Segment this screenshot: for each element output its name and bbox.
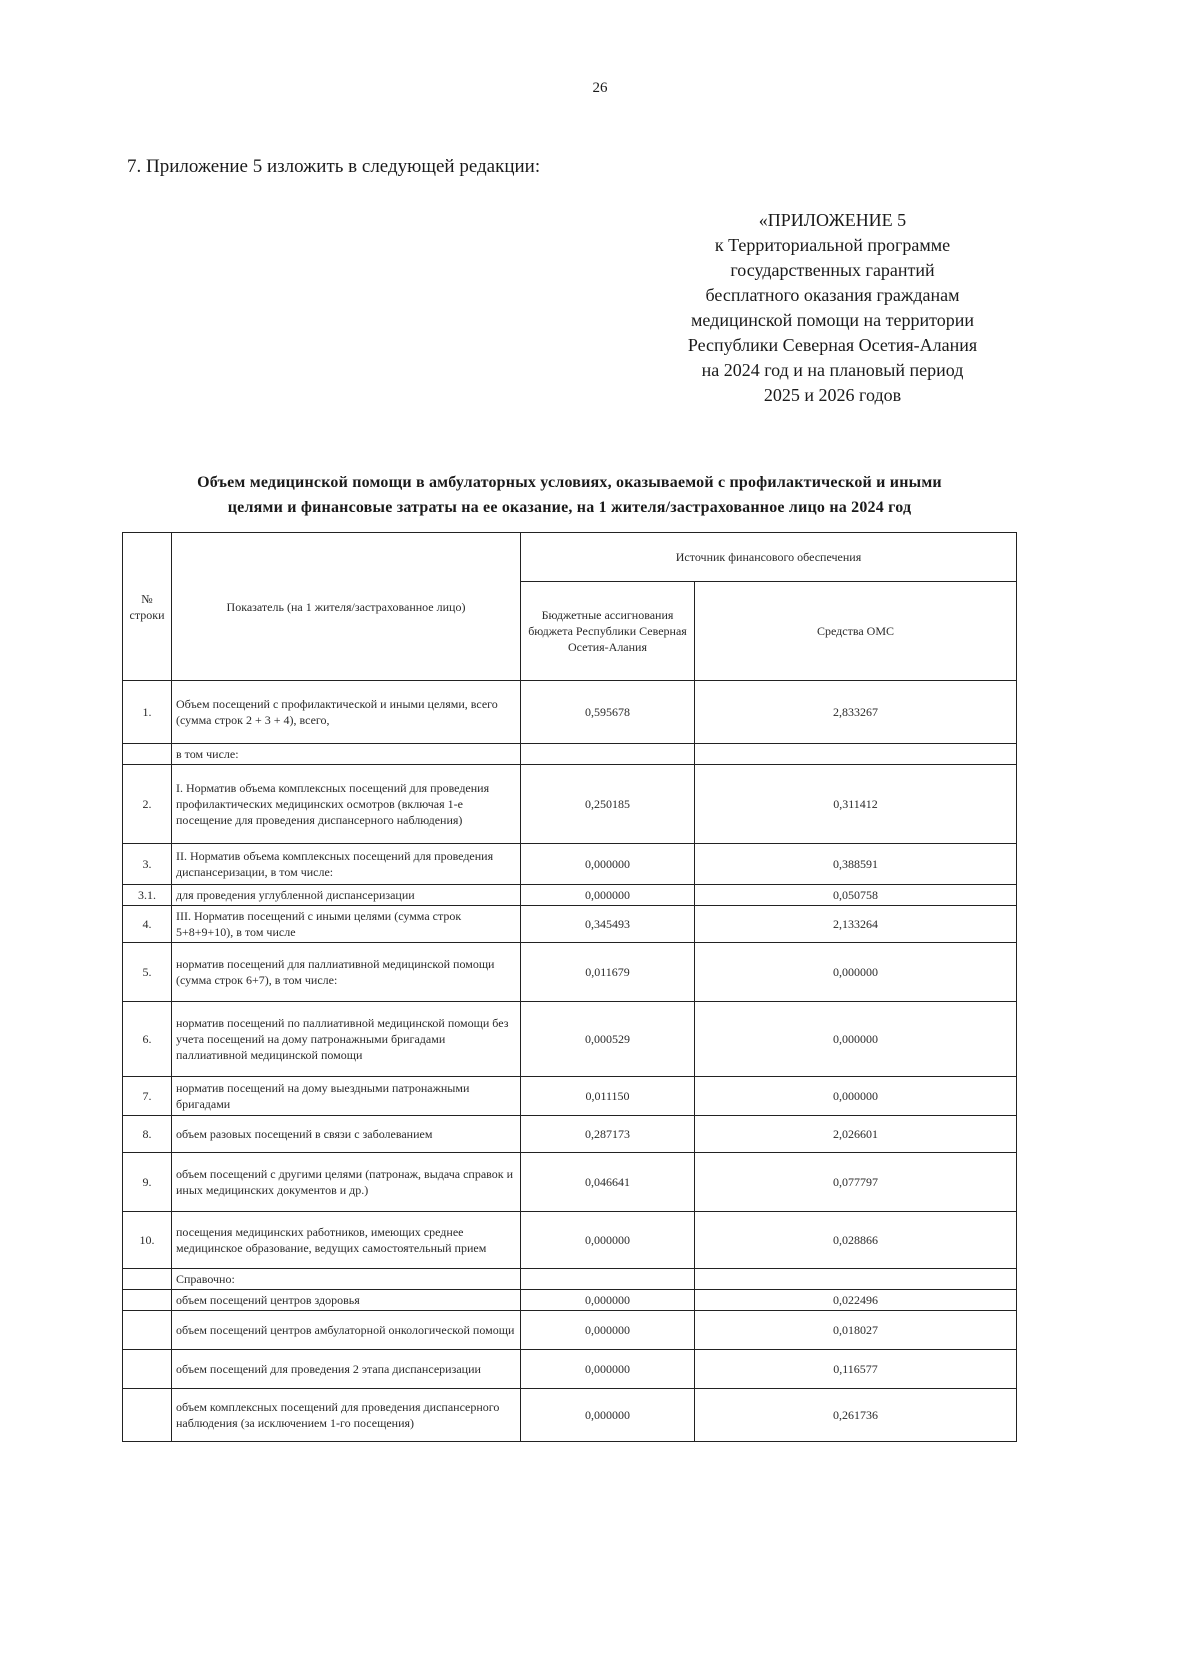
row-budget-value: 0,046641 (521, 1153, 695, 1212)
row-indicator: норматив посещений по паллиативной медицинской помощи без учета посещений на дому патронажными бригадами паллиативной медицинской помощи (172, 1002, 521, 1077)
table-row (123, 844, 1017, 885)
row-budget-value: 0,000000 (521, 1212, 695, 1269)
table-row (123, 1311, 1017, 1350)
row-budget-value (521, 744, 695, 765)
page-number: 26 (592, 80, 608, 96)
row-number: 3. (123, 844, 172, 885)
row-number: 10. (123, 1212, 172, 1269)
row-number: 7. (123, 1077, 172, 1116)
table-row (123, 1153, 1017, 1212)
row-oms-value (695, 744, 1017, 765)
row-indicator: II. Норматив объема комплексных посещений для проведения диспансеризации, в том числе: (172, 844, 521, 885)
row-budget-value: 0,000000 (521, 1350, 695, 1389)
row-oms-value: 0,022496 (695, 1290, 1017, 1311)
table-row (123, 943, 1017, 1002)
row-oms-value (695, 1269, 1017, 1290)
table-row (123, 765, 1017, 844)
table-row (123, 1077, 1017, 1116)
row-indicator: объем комплексных посещений для проведения диспансерного наблюдения (за исключением 1-го посещения) (172, 1389, 521, 1442)
header-budget: Бюджетные ассигнования бюджета Республики Северная Осетия-Алания (521, 582, 695, 681)
row-budget-value: 0,000000 (521, 1389, 695, 1442)
table-title-line: Объем медицинской помощи в амбулаторных условиях, оказываемой с профилактической и иными (197, 474, 942, 491)
volume-table (122, 532, 1017, 1442)
row-indicator: норматив посещений для паллиативной медицинской помощи (сумма строк 6+7), в том числе: (172, 943, 521, 1002)
row-number (123, 1389, 172, 1442)
instruction-text: 7. Приложение 5 изложить в следующей редакции: (127, 156, 541, 177)
row-number (123, 744, 172, 765)
row-number: 8. (123, 1116, 172, 1153)
appendix-line: 2025 и 2026 годов (763, 385, 902, 405)
table-row (123, 1269, 1017, 1290)
row-budget-value: 0,345493 (521, 906, 695, 943)
row-oms-value: 0,388591 (695, 844, 1017, 885)
row-oms-value: 2,833267 (695, 681, 1017, 744)
row-oms-value: 2,026601 (695, 1116, 1017, 1153)
row-indicator: I. Норматив объема комплексных посещений для проведения профилактических медицинских осмотров (включая 1-е посещение для проведения диспансерного наблюдения) (172, 765, 521, 844)
row-indicator: объем посещений центров амбулаторной онкологической помощи (172, 1311, 521, 1350)
row-number (123, 1311, 172, 1350)
row-number (123, 1350, 172, 1389)
row-oms-value: 0,311412 (695, 765, 1017, 844)
appendix-line: к Территориальной программе (714, 235, 951, 255)
row-oms-value: 0,028866 (695, 1212, 1017, 1269)
row-number: 9. (123, 1153, 172, 1212)
table-header (123, 533, 1017, 681)
row-oms-value: 0,000000 (695, 1077, 1017, 1116)
appendix-header (650, 208, 1015, 408)
row-number: 3.1. (123, 885, 172, 906)
row-budget-value: 0,000000 (521, 1290, 695, 1311)
row-number: 2. (123, 765, 172, 844)
row-budget-value: 0,250185 (521, 765, 695, 844)
row-oms-value: 0,077797 (695, 1153, 1017, 1212)
row-indicator: объем разовых посещений в связи с заболеванием (172, 1116, 521, 1153)
header-oms: Средства ОМС (695, 582, 1017, 681)
appendix-line: государственных гарантий (730, 260, 935, 280)
table-row (123, 885, 1017, 906)
row-oms-value: 0,000000 (695, 1002, 1017, 1077)
row-number: 4. (123, 906, 172, 943)
row-oms-value: 0,050758 (695, 885, 1017, 906)
appendix-line: бесплатного оказания гражданам (705, 285, 960, 305)
row-budget-value: 0,000000 (521, 885, 695, 906)
table-row (123, 744, 1017, 765)
row-budget-value: 0,000529 (521, 1002, 695, 1077)
table-title-line: целями и финансовые затраты на ее оказание, на 1 жителя/застрахованное лицо на 2024 год (227, 499, 912, 516)
row-indicator: Объем посещений с профилактической и иными целями, всего (сумма строк 2 + 3 + 4), всего, (172, 681, 521, 744)
header-source: Источник финансового обеспечения (521, 533, 1017, 582)
header-row-number: № строки (123, 533, 172, 681)
table-row (123, 1212, 1017, 1269)
row-budget-value: 0,011679 (521, 943, 695, 1002)
row-budget-value: 0,287173 (521, 1116, 695, 1153)
table-row (123, 1002, 1017, 1077)
table-body (123, 681, 1017, 1442)
row-oms-value: 0,116577 (695, 1350, 1017, 1389)
row-budget-value: 0,000000 (521, 844, 695, 885)
row-oms-value: 0,000000 (695, 943, 1017, 1002)
row-number: 6. (123, 1002, 172, 1077)
table-row (123, 1116, 1017, 1153)
row-indicator: для проведения углубленной диспансеризации (172, 885, 521, 906)
row-indicator: объем посещений центров здоровья (172, 1290, 521, 1311)
row-budget-value (521, 1269, 695, 1290)
row-indicator: норматив посещений на дому выездными патронажными бригадами (172, 1077, 521, 1116)
row-budget-value: 0,011150 (521, 1077, 695, 1116)
table-row (123, 681, 1017, 744)
row-oms-value: 0,261736 (695, 1389, 1017, 1442)
table-row (123, 1350, 1017, 1389)
row-budget-value: 0,000000 (521, 1311, 695, 1350)
table-row (123, 1290, 1017, 1311)
row-indicator: Справочно: (172, 1269, 521, 1290)
table-row (123, 906, 1017, 943)
header-indicator: Показатель (на 1 жителя/застрахованное лицо) (172, 533, 521, 681)
appendix-line: «ПРИЛОЖЕНИЕ 5 (758, 210, 907, 230)
row-indicator: III. Норматив посещений с иными целями (сумма строк 5+8+9+10), в том числе (172, 906, 521, 943)
row-number: 5. (123, 943, 172, 1002)
row-budget-value: 0,595678 (521, 681, 695, 744)
table-title (122, 470, 1017, 520)
appendix-line: Республики Северная Осетия-Алания (687, 335, 978, 355)
table-row (123, 1389, 1017, 1442)
row-indicator: в том числе: (172, 744, 521, 765)
row-indicator: посещения медицинских работников, имеющих среднее медицинское образование, ведущих самостоятельный прием (172, 1212, 521, 1269)
row-indicator: объем посещений для проведения 2 этапа диспансеризации (172, 1350, 521, 1389)
appendix-line: медицинской помощи на территории (691, 310, 974, 330)
appendix-line: на 2024 год и на плановый период (701, 360, 964, 380)
row-oms-value: 0,018027 (695, 1311, 1017, 1350)
row-indicator: объем посещений с другими целями (патронаж, выдача справок и иных медицинских документов и др.) (172, 1153, 521, 1212)
row-number: 1. (123, 681, 172, 744)
row-number (123, 1290, 172, 1311)
row-number (123, 1269, 172, 1290)
row-oms-value: 2,133264 (695, 906, 1017, 943)
